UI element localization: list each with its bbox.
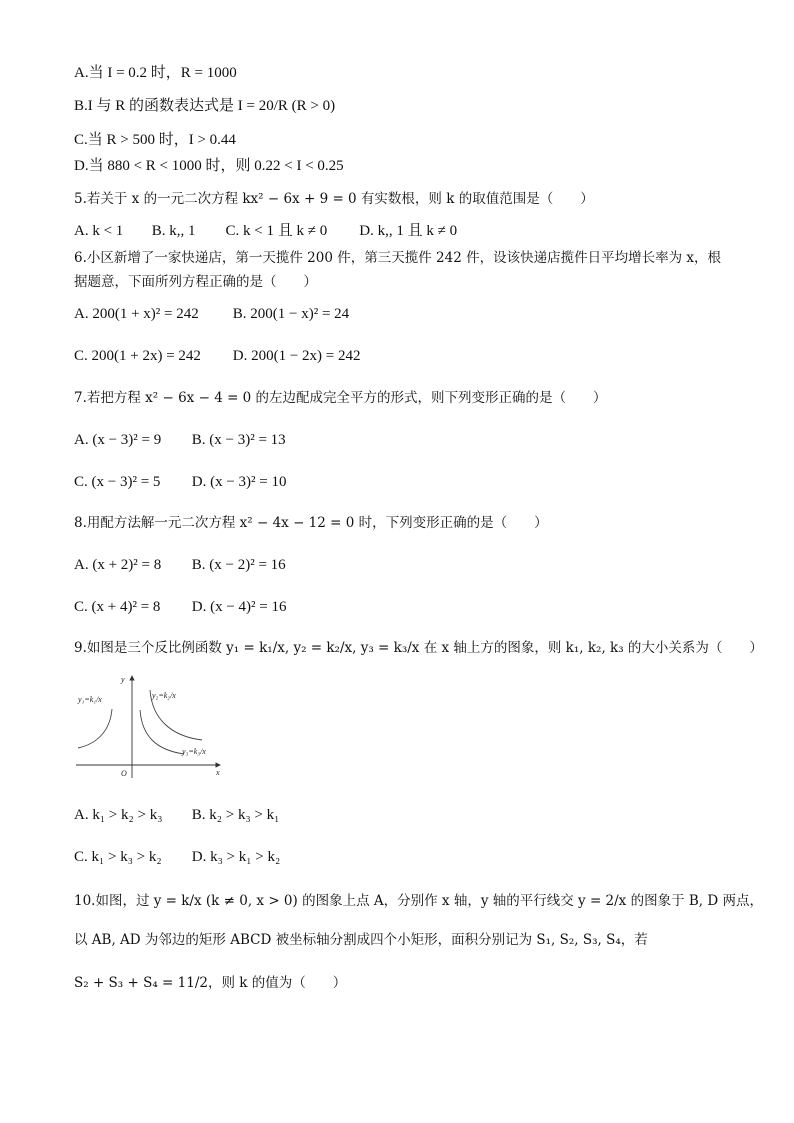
q10-line1: 10.如图，过 y = k/x (k ≠ 0, x > 0) 的图象上点 A，分别作 x 轴，y 轴的平行线交 y = 2/x 的图象于 B, D 两点， (74, 893, 764, 909)
q9-option-b: B. k₂ > k₃ > k₁ (191, 807, 280, 823)
q4-option-d: D.当 880 < R < 1000 时，则 0.22 < I < 0.25 (74, 158, 344, 174)
label-y3: y₃=k₃/x (182, 747, 206, 756)
q9-graph (74, 672, 226, 780)
q7-options-row2 (74, 473, 287, 491)
axis-x-label: x (216, 768, 220, 777)
q7-options-row1 (74, 431, 286, 449)
q5-option-a: A. k < 1 (74, 223, 124, 239)
q8-options-row2 (74, 598, 287, 616)
q8-option-a: A. (x + 2)² = 8 (74, 557, 162, 573)
origin-label: O (121, 769, 127, 778)
q7-option-d: D. (x − 3)² = 10 (191, 474, 287, 490)
q9-graph-svg (74, 672, 226, 780)
q4-option-c: C.当 R > 500 时，I > 0.44 (74, 132, 236, 148)
q7-stem: 7.若把方程 x² − 6x − 4 = 0 的左边配成完全平方的形式，则下列变形正确的是（ ） (74, 390, 607, 406)
q9-option-a: A. k₁ > k₂ > k₃ (74, 807, 163, 823)
q6-option-d: D. 200(1 − 2x) = 242 (232, 348, 361, 364)
axis-y-label: y (121, 675, 125, 684)
q10-line3: S₂ + S₃ + S₄ = 11/2，则 k 的值为（ ） (74, 975, 347, 991)
q8-stem: 8.用配方法解一元二次方程 x² − 4x − 12 = 0 时，下列变形正确的是（ ） (74, 515, 548, 531)
q5-option-d: D. k,, 1 且 k ≠ 0 (359, 223, 458, 239)
q6-options-row1 (74, 305, 349, 323)
q6-options-row2 (74, 347, 361, 365)
q5-stem: 5.若关于 x 的一元二次方程 kx² − 6x + 9 = 0 有实数根，则 k 的取值范围是（ ） (74, 191, 594, 207)
q6-stem: 6.小区新增了一家快递店，第一天揽件 200 件，第三天揽件 242 件，设该快递店揽件日平均增长率为 x，根据题意，下面所列方程正确的是（ ） (74, 250, 721, 290)
q9-options-row1 (74, 806, 279, 824)
q4-option-a: A.当 I = 0.2 时，R = 1000 (74, 65, 237, 81)
q10-line2: 以 AB, AD 为邻边的矩形 ABCD 被坐标轴分割成四个小矩形，面积分别记为 S₁, S₂, S₃, S₄，若 (74, 932, 648, 948)
q8-option-b: B. (x − 2)² = 16 (191, 557, 286, 573)
q8-option-d: D. (x − 4)² = 16 (191, 599, 287, 615)
q4-option-b: B.I 与 R 的函数表达式是 I = 20/R (R > 0) (74, 98, 336, 114)
q6-option-a: A. 200(1 + x)² = 242 (74, 306, 199, 322)
q5-options (74, 222, 457, 240)
q6-option-b: B. 200(1 − x)² = 24 (232, 306, 350, 322)
q8-option-c: C. (x + 4)² = 8 (74, 599, 161, 615)
q9-option-c: C. k₁ > k₃ > k₂ (74, 849, 162, 865)
q9-option-d: D. k₃ > k₁ > k₂ (191, 849, 281, 865)
q8-options-row1 (74, 556, 286, 574)
q6-option-c: C. 200(1 + 2x) = 242 (74, 348, 201, 364)
q7-option-b: B. (x − 3)² = 13 (191, 432, 286, 448)
q5-option-b: B. k,, 1 (151, 223, 196, 239)
curve-y3 (140, 710, 184, 754)
q7-option-a: A. (x − 3)² = 9 (74, 432, 162, 448)
label-y2: y₂=k₂/x (152, 691, 176, 700)
q5-option-c: C. k < 1 且 k ≠ 0 (225, 223, 328, 239)
q9-stem: 9.如图是三个反比例函数 y₁ = k₁/x, y₂ = k₂/x, y₃ = k₃/x 在 x 轴上方的图象，则 k₁, k₂, k₃ 的大小关系为（ ） (74, 640, 763, 656)
q9-options-row2 (74, 848, 280, 866)
label-y1: y₁=k₁/x (78, 695, 102, 704)
curve-y1 (78, 709, 112, 748)
q7-option-c: C. (x − 3)² = 5 (74, 474, 161, 490)
